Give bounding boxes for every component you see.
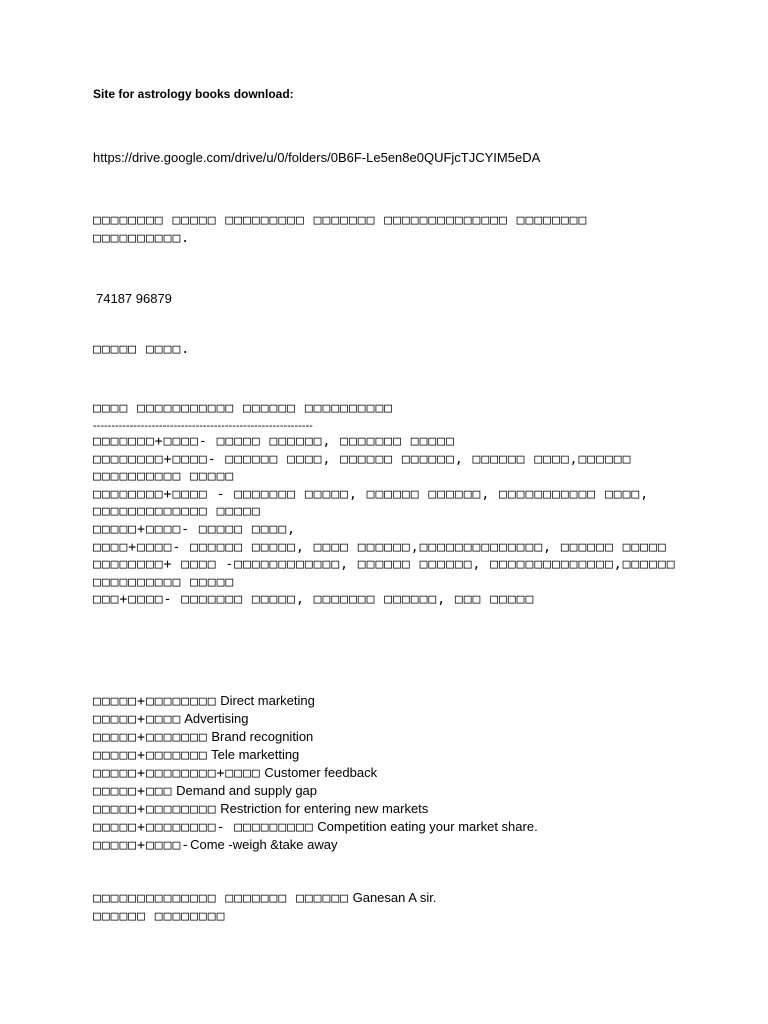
phone-number: 74187 96879 <box>96 291 172 306</box>
list-item-text: Come -weigh &take away <box>190 837 338 852</box>
list-item <box>93 818 713 836</box>
list-item: □□□□□□□□+ □□□□ -□□□□□□□□□□□□, □□□□□□ □□□□□□, □□□□□□□□□□□□□□,□□□□□□ □□□□□□□□□□ □□□□□ <box>93 557 685 590</box>
list-item-text: Customer feedback <box>264 765 378 780</box>
list-item <box>93 800 713 818</box>
list-item <box>93 782 713 800</box>
paragraph-1: □□□□□□□□ □□□□□ □□□□□□□□□ □□□□□□□ □□□□□□□□□□□□□□ □□□□□□□□ □□□□□□□□□□. <box>93 213 597 246</box>
list-item-text: Demand and supply gap <box>176 783 318 798</box>
list-item <box>93 836 713 854</box>
footer-line-1 <box>93 889 713 907</box>
page-heading: Site for astrology books download: <box>93 87 294 101</box>
list-2 <box>93 692 713 854</box>
list-item-prefix: □□□□□+□□□□□□□□+□□□□ <box>93 766 261 781</box>
list-item: □□□□□□□+□□□□- □□□□□ □□□□□□, □□□□□□□ □□□□□ <box>93 434 455 449</box>
list-item-prefix: □□□□□+□□□□□□□ <box>93 730 208 745</box>
list-item <box>93 764 713 782</box>
drive-link[interactable]: https://drive.google.com/drive/u/0/folders/0B6F-Le5en8e0QUFjcTJCYIM5eDA <box>93 150 541 165</box>
section-title: □□□□ □□□□□□□□□□□ □□□□□□ □□□□□□□□□□ <box>93 401 394 416</box>
list-item: □□□□+□□□□- □□□□□□ □□□□□, □□□□ □□□□□□,□□□□□□□□□□□□□□, □□□□□□ □□□□□ <box>93 539 667 555</box>
list-1 <box>93 433 693 609</box>
list-item <box>93 746 713 764</box>
list-item: □□□□□+□□□□- □□□□□ □□□□, <box>93 521 297 537</box>
list-item: □□□□□□□□+□□□□- □□□□□□ □□□□, □□□□□□ □□□□□□, □□□□□□ □□□□,□□□□□□ □□□□□□□□□□ □□□□□ <box>93 451 641 485</box>
list-item-prefix: □□□□□+□□□□ <box>93 712 182 727</box>
list-item-prefix: □□□□□+□□□□□□□□ <box>93 694 217 709</box>
list-item <box>93 728 713 746</box>
footer-prefix: □□□□□□□□□□□□□□ □□□□□□□ □□□□□□ <box>93 891 349 906</box>
footer-line-2 <box>93 907 713 925</box>
list-item-text: Brand recognition <box>211 729 314 744</box>
list-item <box>93 710 713 728</box>
paragraph-2: □□□□□ □□□□. <box>93 342 191 357</box>
list-item-prefix: □□□□□+□□□ <box>93 784 173 799</box>
list-item-prefix: □□□□□+□□□□□□□ <box>93 748 208 763</box>
list-item: □□□□□□□□+□□□□ - □□□□□□□ □□□□□, □□□□□□ □□□□□□, □□□□□□□□□□□ □□□□, □□□□□□□□□□□□□ □□□□□ <box>93 486 658 520</box>
footer <box>93 889 713 925</box>
footer-suffix: □□□□□□ □□□□□□□□ <box>93 909 226 924</box>
footer-name: Ganesan A sir. <box>352 890 437 905</box>
divider-line: ------------------------------------------------------------ <box>93 420 313 432</box>
list-item-prefix: □□□□□+□□□□- <box>93 838 191 853</box>
list-item-prefix: □□□□□+□□□□□□□□ <box>93 802 217 817</box>
list-item <box>93 692 713 710</box>
list-item-prefix: □□□□□+□□□□□□□□- □□□□□□□□□ <box>93 820 314 835</box>
list-item-text: Tele marketting <box>211 747 300 762</box>
list-item-text: Competition eating your market share. <box>317 819 538 834</box>
list-item-text: Restriction for entering new markets <box>220 801 429 816</box>
list-item-text: Direct marketing <box>220 693 315 708</box>
list-item-text: Advertising <box>184 711 249 726</box>
list-item: □□□+□□□□- □□□□□□□ □□□□□, □□□□□□□ □□□□□□, □□□ □□□□□ <box>93 592 535 608</box>
